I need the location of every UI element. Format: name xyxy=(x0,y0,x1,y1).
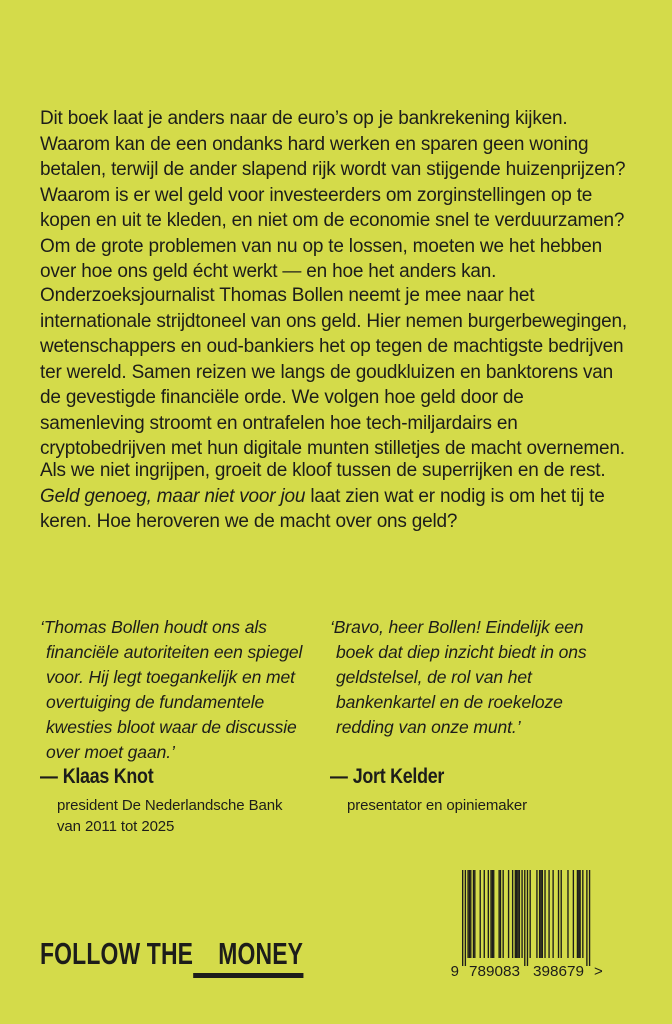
attribution-klaas-knot xyxy=(40,766,302,837)
svg-text:398679: 398679 xyxy=(533,963,584,980)
author-role: president De Nederlandsche Bank van 2011 tot 2025 xyxy=(57,797,283,835)
attribution-dash: — xyxy=(40,765,58,788)
endorsement-quote-jort-kelder: ‘Bravo, heer Bollen! Eindelijk een boek dat diep inzicht biedt in ons geldstelsel, de rol van het bankenkartel en de roekeloze redding van onze munt.’ xyxy=(330,617,587,737)
author-role: presentator en opiniemaker xyxy=(347,797,528,814)
ean13-bars xyxy=(446,870,616,984)
author-name-text: Jort Kelder xyxy=(352,765,445,788)
paragraph-3-rest: laat zien wat er nodig is om het tij te keren. Hoe heroveren we de macht over ons geld? xyxy=(40,485,605,532)
blurb-paragraph-2: Onderzoeksjournalist Thomas Bollen neemt je mee naar het internationale strijdtoneel van ons geld. Hier nemen burgerbewegingen, wetenschappers en oud-bankiers het op tegen de machtigste bedrijven ter wereld. Samen reizen we langs de goudkluizen en banktorens van de gevestigde financiële orde. We volgen hoe geld door de samenleving stroomt en ontrafelen hoe tech-miljardairs en cryptobedrijven met hun digitale munten stilletjes de macht overnemen. xyxy=(40,285,627,459)
author-name xyxy=(330,766,444,788)
publisher-logo-text xyxy=(40,938,303,978)
endorsement-quote-klaas-knot: ‘Thomas Bollen houdt ons als financiële autoriteiten een spiegel voor. Hij legt toegankelijk en met overtuiging de fundamentele kwesties bloot waar de discussie over moet gaan.’ xyxy=(40,617,303,762)
author-name-text: Klaas Knot xyxy=(62,765,154,788)
logo-part-follow-the: FOLLOW THE xyxy=(40,936,194,971)
author-name xyxy=(40,766,153,788)
paragraph-3-lead: Als we niet ingrijpen, groeit de kloof tussen de superrijken en de rest. xyxy=(40,460,606,481)
attribution-jort-kelder xyxy=(330,766,592,817)
attribution-dash: — xyxy=(330,765,348,788)
blurb-paragraph-3 xyxy=(40,458,632,535)
publisher-logo-follow-the-money xyxy=(40,938,396,978)
book-title-italic: Geld genoeg, maar niet voor jou xyxy=(40,485,306,507)
svg-text:>: > xyxy=(594,963,603,980)
logo-part-money: MONEY xyxy=(193,938,303,978)
svg-text:9: 9 xyxy=(450,963,459,980)
isbn-barcode xyxy=(446,870,616,984)
blurb-paragraph-1: Dit boek laat je anders naar de euro’s op je bankrekening kijken. Waarom kan de een ondanks hard werken en sparen geen woning betalen, terwijl de ander slapend rijk wordt van stijgende huizenprijzen? Waarom is er wel geld voor investeerders om zorginstellingen op te kopen en uit te kleden, en niet om de economie snel te verduurzamen? Om de grote problemen van nu op te lossen, moeten we het hebben over hoe ons geld écht werkt — en hoe het anders kan. xyxy=(40,108,626,282)
svg-text:789083: 789083 xyxy=(469,963,520,980)
